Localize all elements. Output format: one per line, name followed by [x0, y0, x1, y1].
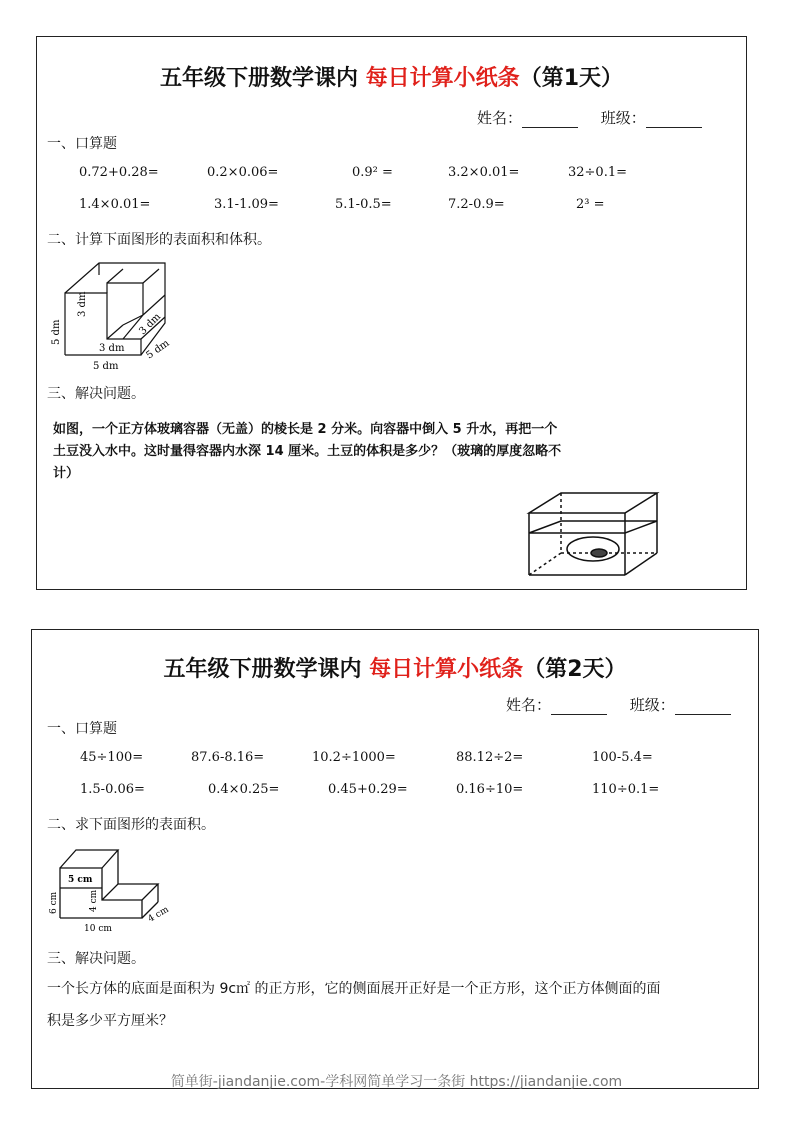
worksheet-day2	[31, 629, 759, 1089]
cube-notch-figure	[47, 255, 177, 373]
problem-text-line: 积是多少平方厘米？	[47, 1013, 173, 1029]
dim-label: 3 dm	[99, 343, 125, 354]
section-oral-calc: 一、口算题	[47, 721, 117, 737]
problem: 32÷0.1=	[568, 165, 628, 180]
worksheet-title: 五年级下册数学课内 每日计算小纸条（第1天）	[159, 66, 623, 91]
dim-label: 10 cm	[84, 924, 112, 934]
glass-container-figure	[525, 487, 665, 577]
problem: 110÷0.1=	[592, 782, 660, 797]
step-prism-figure	[46, 842, 176, 934]
section-figure: 二、求下面图形的表面积。	[47, 817, 215, 833]
problem: 0.9² =	[352, 165, 393, 180]
problem: 0.45+0.29=	[328, 782, 408, 797]
problem-text-line: 计）	[53, 466, 80, 481]
problem-text-line: 如图，一个正方体玻璃容器（无盖）的棱长是 2 分米。向容器中倒入 5 升水，再把一个	[53, 422, 558, 437]
problem: 5.1-0.5=	[335, 197, 392, 212]
problem: 1.5-0.06=	[80, 782, 145, 797]
section-oral-calc: 一、口算题	[47, 136, 117, 152]
section-figure: 二、计算下面图形的表面积和体积。	[47, 232, 271, 248]
problem: 0.2×0.06=	[207, 165, 279, 180]
section-word-problem: 三、解决问题。	[47, 386, 145, 402]
problem: 3.2×0.01=	[448, 165, 520, 180]
name-class-bar	[506, 694, 749, 715]
dim-label: 4 cm	[146, 904, 171, 925]
problem: 87.6-8.16=	[191, 750, 265, 765]
name-blank[interactable]	[551, 700, 607, 715]
name-label: 姓名：	[477, 109, 523, 127]
problem: 88.12÷2=	[456, 750, 524, 765]
name-blank[interactable]	[522, 113, 578, 128]
section-word-problem: 三、解决问题。	[47, 951, 145, 967]
problem: 45÷100=	[80, 750, 144, 765]
dim-label: 5 dm	[51, 319, 62, 345]
class-blank[interactable]	[675, 700, 731, 715]
problem: 0.16÷10=	[456, 782, 524, 797]
name-label: 姓名：	[506, 696, 552, 714]
worksheet-title: 五年级下册数学课内 每日计算小纸条（第2天）	[163, 657, 627, 682]
dim-label: 3 dm	[137, 311, 164, 338]
problem-text-line: 一个长方体的底面是面积为 9c㎡ 的正方形，它的侧面展开正好是一个正方形，这个正方体侧面的面	[47, 981, 661, 997]
dim-label: 3 dm	[77, 291, 88, 317]
name-class-bar	[477, 107, 720, 128]
problem: 7.2-0.9=	[448, 197, 505, 212]
class-blank[interactable]	[646, 113, 702, 128]
problem: 2³ =	[576, 197, 605, 212]
problem: 1.4×0.01=	[79, 197, 151, 212]
problem: 3.1-1.09=	[214, 197, 279, 212]
class-label: 班级：	[600, 109, 646, 127]
dim-label: 6 cm	[49, 891, 59, 914]
worksheet-day1	[36, 36, 747, 590]
problem: 0.72+0.28=	[79, 165, 159, 180]
dim-label: 5 dm	[93, 361, 119, 372]
dim-label: 5 cm	[68, 875, 93, 885]
problem: 100-5.4=	[592, 750, 653, 765]
problem-text-line: 土豆没入水中。这时量得容器内水深 14 厘米。土豆的体积是多少？（玻璃的厚度忽略不	[53, 444, 562, 459]
problem: 10.2÷1000=	[312, 750, 396, 765]
footer-watermark: 简单街-jiandanjie.com-学科网简单学习一条街 https://jiandanjie.com	[170, 1074, 623, 1090]
dim-label: 4 cm	[89, 889, 99, 912]
problem: 0.4×0.25=	[208, 782, 280, 797]
dim-label: 5 dm	[144, 337, 172, 362]
class-label: 班级：	[629, 696, 675, 714]
